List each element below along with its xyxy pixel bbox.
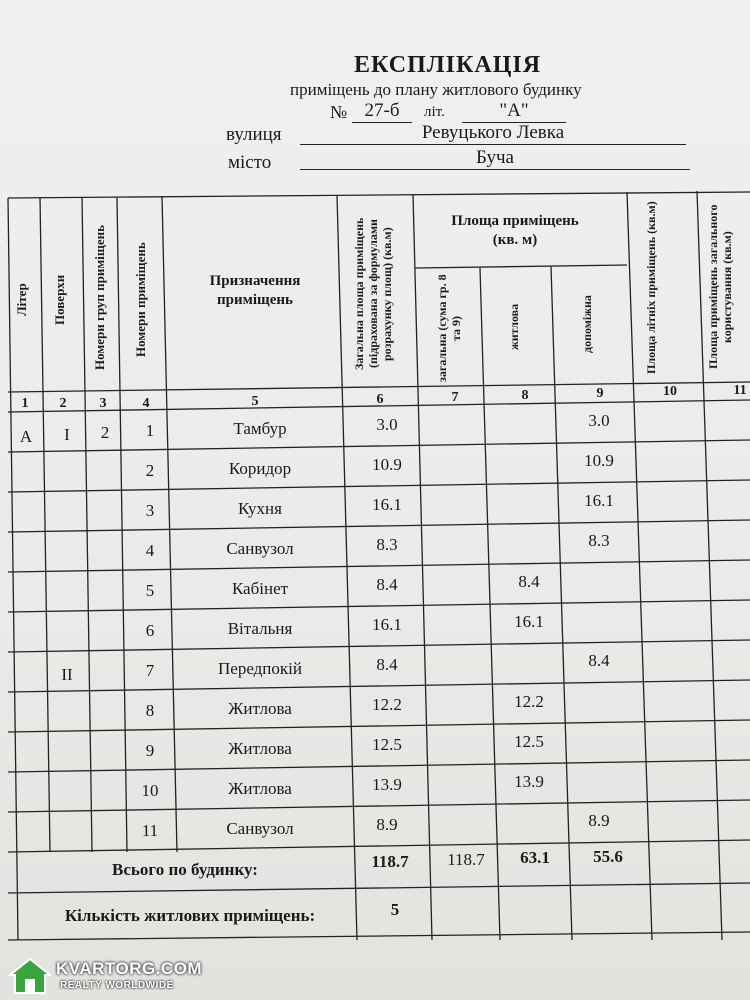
- row-cell-purpose: Тамбур: [233, 419, 287, 438]
- document-title: ЕКСПЛІКАЦІЯ: [353, 52, 542, 78]
- row-cell-total: 16.1: [372, 495, 402, 514]
- row-cell-total: 8.4: [376, 575, 398, 594]
- number-value: 27-б: [352, 100, 412, 123]
- row-cell-aux: 3.0: [588, 411, 610, 430]
- col-number: 8: [521, 388, 529, 403]
- row-cell-total: 12.5: [372, 735, 402, 754]
- row-cell-room: 2: [145, 461, 155, 480]
- watermark-logo: [8, 955, 203, 997]
- header-purpose: Призначення приміщень: [209, 273, 301, 308]
- row-cell-liter: А: [19, 427, 33, 446]
- row-cell-room: 11: [141, 821, 159, 840]
- header-room-numbers: Номери приміщень: [133, 242, 148, 358]
- row-cell-purpose: Житлова: [228, 699, 292, 718]
- col-number: 1: [21, 396, 29, 411]
- row-cell-purpose: Санвузол: [226, 819, 294, 838]
- totals-aux: 55.6: [593, 847, 623, 866]
- row-cell-purpose: Кухня: [238, 499, 282, 518]
- liter-label: літ.: [424, 104, 445, 120]
- living-count-value: 5: [390, 900, 400, 919]
- totals-label: Всього по будинку:: [112, 860, 258, 879]
- row-cell-total: 8.9: [376, 815, 398, 834]
- col-number: 11: [733, 383, 747, 398]
- header-floors: Поверхи: [52, 274, 67, 326]
- totals-living: 63.1: [520, 848, 550, 867]
- col-number: 5: [251, 394, 259, 409]
- row-cell-room: 3: [145, 501, 155, 520]
- watermark-main: KVARTORG.COM: [56, 959, 203, 978]
- house-icon: [8, 957, 52, 995]
- row-cell-room: 6: [145, 621, 155, 640]
- row-cell-room: 10: [141, 781, 159, 800]
- totals-total: 118.7: [371, 852, 409, 871]
- col-number: 6: [376, 392, 384, 407]
- row-cell-room: 9: [145, 741, 155, 760]
- row-cell-room: 5: [145, 581, 155, 600]
- row-cell-living: 8.4: [518, 572, 540, 591]
- row-cell-purpose: Кабінет: [231, 579, 289, 598]
- row-cell-purpose: Житлова: [228, 739, 292, 758]
- row-cell-purpose: Житлова: [228, 779, 292, 798]
- header-group-numbers: Номери груп приміщень: [92, 225, 107, 370]
- row-cell-living: 12.2: [514, 692, 544, 711]
- row-cell-aux: 8.4: [588, 651, 610, 670]
- row-cell-purpose: Коридор: [228, 459, 292, 478]
- row-cell-aux: 16.1: [584, 491, 614, 510]
- col-number: 2: [59, 396, 67, 411]
- city-label: місто: [228, 152, 272, 173]
- header-summer-area: Площа літніх приміщень (кв.м): [644, 201, 658, 375]
- header-living: житлова: [507, 303, 521, 351]
- col-number: 10: [663, 384, 677, 399]
- number-label: №: [330, 102, 348, 122]
- row-cell-room: 4: [145, 541, 155, 560]
- watermark-sub: REALTY WORLDWIDE: [60, 980, 174, 991]
- header-total-area: Загальна площа приміщень (підрахована за формулами розрахунку площ) (кв.м): [352, 217, 394, 371]
- street-value: Ревуцького Левка: [300, 122, 686, 145]
- row-cell-living: 13.9: [514, 772, 544, 791]
- row-cell-total: 12.2: [372, 695, 402, 714]
- row-cell-aux: 8.9: [588, 811, 610, 830]
- row-cell-group: 2: [100, 423, 110, 442]
- row-cell-total: 8.3: [376, 535, 398, 554]
- row-cell-purpose: Санвузол: [226, 539, 294, 558]
- row-cell-room: 8: [145, 701, 155, 720]
- living-count-label: Кількість житлових приміщень:: [64, 906, 316, 925]
- row-cell-room: 1: [145, 421, 155, 440]
- document-subtitle: приміщень до плану житлового будинку: [290, 80, 582, 99]
- row-cell-total: 16.1: [372, 615, 402, 634]
- row-cell-room: 7: [145, 661, 155, 680]
- col-number: 7: [451, 390, 459, 405]
- row-cell-floor: ІІ: [61, 665, 73, 684]
- row-cell-total: 13.9: [372, 775, 402, 794]
- row-cell-aux: 8.3: [588, 531, 610, 550]
- liter-value: "А": [462, 100, 566, 123]
- row-cell-purpose: Передпокій: [218, 659, 302, 678]
- row-cell-living: 16.1: [514, 612, 544, 631]
- row-cell-living: 12.5: [514, 732, 544, 751]
- row-cell-aux: 10.9: [584, 451, 614, 470]
- row-cell-total: 3.0: [376, 415, 398, 434]
- city-value: Буча: [300, 147, 690, 170]
- row-cell-purpose: Вітальня: [227, 619, 293, 638]
- header-liter: Літер: [14, 283, 29, 317]
- row-cell-total: 10.9: [372, 455, 402, 474]
- header-area-group: Площа приміщень (кв. м): [451, 213, 579, 248]
- col-number: 4: [142, 396, 150, 411]
- street-label: вулиця: [226, 124, 282, 145]
- col-number: 9: [596, 386, 604, 401]
- row-cell-total: 8.4: [376, 655, 398, 674]
- totals-general: 118.7: [447, 850, 485, 869]
- col-number: 3: [99, 396, 107, 411]
- header-general: загальна (сума гр. 8 та 9): [435, 274, 463, 382]
- header-auxiliary: допоміжна: [580, 295, 594, 353]
- row-cell-floor: І: [64, 425, 70, 444]
- header-common-area: Площа приміщень загального користування (кв.м): [706, 204, 734, 370]
